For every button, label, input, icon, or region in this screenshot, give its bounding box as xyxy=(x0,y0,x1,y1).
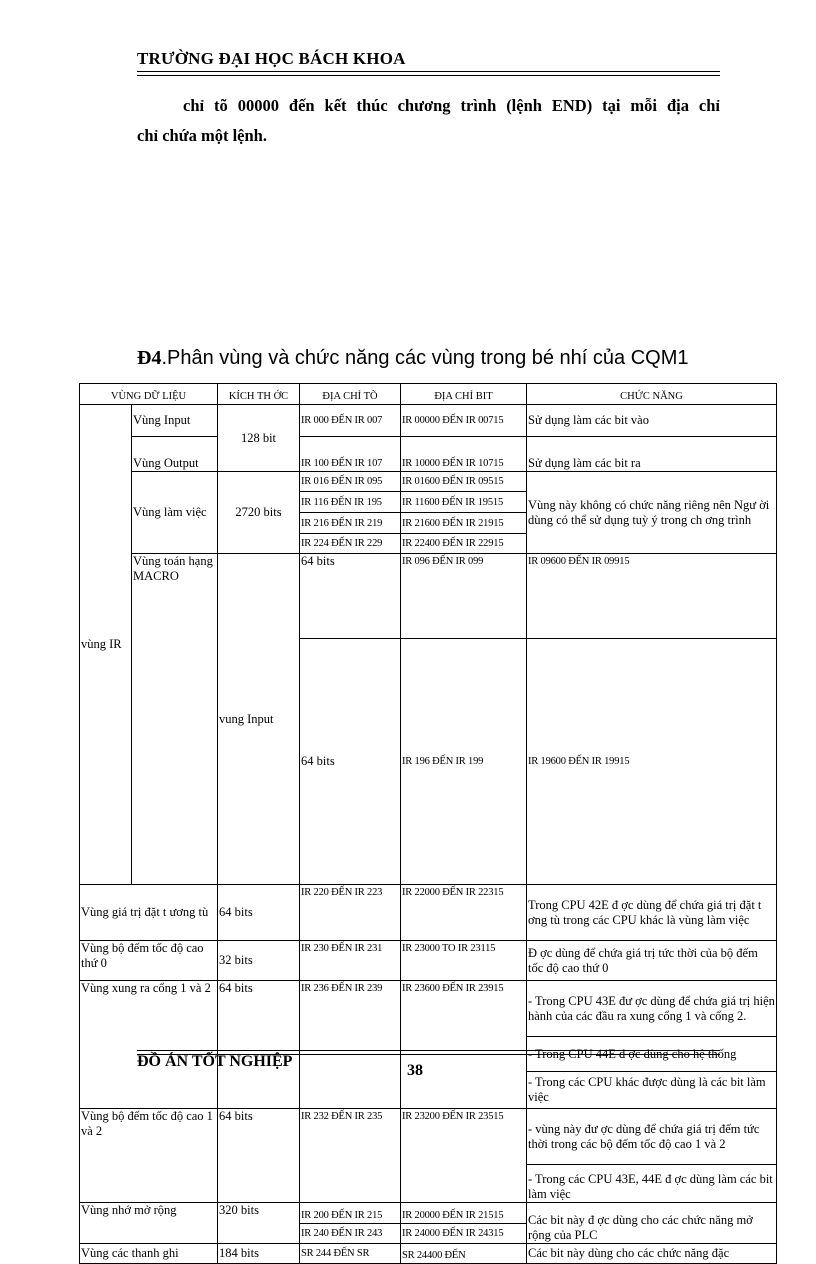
table-row xyxy=(80,941,777,981)
caption-text: .Phân vùng và chức năng các vùng trong bé nhí của CQM1 xyxy=(161,347,689,369)
pulse-function-1: - Trong CPU 43E đư ợc dùng để chứa giá trị hiện hành của các đầu ra xung cổng 1 và cổng 2. xyxy=(527,981,777,1037)
ext-bit-2: IR 24000 ĐẾN IR 24315 xyxy=(401,1224,527,1244)
table-row xyxy=(80,405,777,437)
pulse-function-2: - Trong CPU 44E đ ợc dùng cho hệ thống xyxy=(527,1037,777,1072)
sr-size: 184 bits xyxy=(218,1244,300,1264)
macro-word-1: IR 096 ĐẾN IR 099 xyxy=(401,554,527,639)
ir-input-word: IR 000 ĐẾN IR 007 xyxy=(300,405,401,437)
caption-label: Đ4 xyxy=(137,347,162,369)
analog-zone: Vùng giá trị đặt t ương tù xyxy=(80,885,218,941)
table-caption xyxy=(137,347,689,370)
body-paragraph xyxy=(137,91,720,151)
ext-bit-1: IR 20000 ĐẾN IR 21515 xyxy=(401,1203,527,1224)
macro-group-label: Vùng toán hạng MACRO xyxy=(132,554,218,885)
table-header-row xyxy=(80,384,777,405)
macro-size-2: 64 bits xyxy=(300,638,401,884)
table-row xyxy=(80,885,777,941)
hsc0-word: IR 230 ĐẾN IR 231 xyxy=(300,941,401,981)
hsc0-bit: IR 23000 TO IR 23115 xyxy=(401,941,527,981)
macro-bit-1: IR 09600 ĐẾN IR 09915 xyxy=(527,554,777,639)
ext-size: 320 bits xyxy=(218,1203,300,1244)
header-function: CHỨC NĂNG xyxy=(527,384,777,405)
ir-input-label: Vùng Input xyxy=(132,405,218,437)
hsc12-bit: IR 23200 ĐẾN IR 23515 xyxy=(401,1109,527,1203)
page-number: 38 xyxy=(407,1062,423,1079)
header-word-address: ĐỊA CHỈ TÕ xyxy=(300,384,401,405)
table-row xyxy=(80,1244,777,1264)
ir-work-word: IR 224 ĐẾN IR 229 xyxy=(300,534,401,554)
header-rule-top xyxy=(137,71,720,72)
pulse-zone: Vùng xung ra cổng 1 và 2 xyxy=(80,981,218,1109)
paragraph-line-1: chỉ tõ 00000 đến kết thúc chương trình (lệnh END) tại mỗi địa chỉ xyxy=(183,96,720,115)
paragraph-line-2: chỉ chứa một lệnh. xyxy=(137,126,267,145)
sr-word: SR 244 ĐẾN SR xyxy=(300,1244,401,1264)
ext-word-2: IR 240 ĐẾN IR 243 xyxy=(300,1224,401,1244)
ext-zone: Vùng nhớ mở rộng xyxy=(80,1203,218,1244)
hsc0-function: Đ ợc dùng để chứa giá trị tức thời của bộ đếm tốc độ cao thứ 0 xyxy=(527,941,777,981)
header-size: KÍCH TH ỚC xyxy=(218,384,300,405)
analog-word: IR 220 ĐẾN IR 223 xyxy=(300,885,401,941)
header-zone: VÙNG DỮ LIỆU xyxy=(80,384,218,405)
table-row xyxy=(80,1203,777,1224)
ir-output-bit: IR 10000 ĐẾN IR 10715 xyxy=(401,437,527,472)
ir-work-word: IR 116 ĐẾN IR 195 xyxy=(300,492,401,513)
macro-sub-label: vung Input xyxy=(218,554,300,885)
sr-bit: SR 24400 ĐẾN xyxy=(401,1244,527,1264)
analog-function: Trong CPU 42E đ ợc dùng để chứa giá trị đặt t ơng tù trong các CPU khác là vùng làm việc xyxy=(527,885,777,941)
analog-size: 64 bits xyxy=(218,885,300,941)
ir-work-bit: IR 01600 ĐẾN IR 09515 xyxy=(401,472,527,492)
ir-work-function: Vùng này không có chức năng riêng nên Ngư ời dùng có thể sử dụng tuỳ ý trong ch ơng trình xyxy=(527,472,777,554)
ir-io-size: 128 bit xyxy=(218,405,300,472)
ir-work-bit: IR 21600 ĐẾN IR 21915 xyxy=(401,513,527,534)
header-bit-address: ĐỊA CHỈ BIT xyxy=(401,384,527,405)
hsc12-size: 64 bits xyxy=(218,1109,300,1203)
ir-work-size: 2720 bits xyxy=(218,472,300,554)
sr-function: Các bit này dùng cho các chức năng đặc xyxy=(527,1244,777,1264)
footer-rule-top xyxy=(137,1050,720,1051)
footer-title: ĐỒ ÁN TỐT NGHIỆP xyxy=(137,1053,293,1070)
pulse-bit: IR 23600 ĐẾN IR 23915 xyxy=(401,981,527,1109)
ext-function: Các bit này đ ợc dùng cho các chức năng mở rộng của PLC xyxy=(527,1203,777,1244)
hsc0-size: 32 bits xyxy=(218,941,300,981)
hsc0-zone: Vùng bộ đếm tốc độ cao thứ 0 xyxy=(80,941,218,981)
table-row xyxy=(80,1109,777,1165)
ir-work-bit: IR 22400 ĐẾN IR 22915 xyxy=(401,534,527,554)
ir-work-label: Vùng làm việc xyxy=(132,472,218,554)
pulse-word: IR 236 ĐẾN IR 239 xyxy=(300,981,401,1109)
hsc12-word: IR 232 ĐẾN IR 235 xyxy=(300,1109,401,1203)
ir-output-label: Vùng Output xyxy=(132,437,218,472)
macro-bit-2: IR 19600 ĐẾN IR 19915 xyxy=(527,638,777,884)
macro-word-2: IR 196 ĐẾN IR 199 xyxy=(401,638,527,884)
table-row xyxy=(80,472,777,492)
analog-bit: IR 22000 ĐẾN IR 22315 xyxy=(401,885,527,941)
header-rule-bottom xyxy=(137,75,720,76)
ir-work-word: IR 016 ĐẾN IR 095 xyxy=(300,472,401,492)
ir-output-word: IR 100 ĐẾN IR 107 xyxy=(300,437,401,472)
table-row xyxy=(80,437,777,472)
macro-size-1: 64 bits xyxy=(300,554,401,639)
ir-work-word: IR 216 ĐẾN IR 219 xyxy=(300,513,401,534)
pulse-function-3: - Trong các CPU khác được dùng là các bit làm việc xyxy=(527,1072,777,1109)
ir-output-function: Sử dụng làm các bit ra xyxy=(527,437,777,472)
ir-input-bit: IR 00000 ĐẾN IR 00715 xyxy=(401,405,527,437)
hsc12-function-1: - vùng này đư ợc dùng để chứa giá trị đếm tức thời trong các bộ đếm tốc độ cao 1 và 2 xyxy=(527,1109,777,1165)
hsc12-function-2: - Trong các CPU 43E, 44E đ ợc dùng làm các bit làm việc xyxy=(527,1165,777,1203)
ext-word-1: IR 200 ĐẾN IR 215 xyxy=(300,1203,401,1224)
sr-zone: Vùng các thanh ghi xyxy=(80,1244,218,1264)
table-row xyxy=(80,981,777,1037)
table-row xyxy=(80,554,777,639)
hsc12-zone: Vùng bộ đếm tốc độ cao 1 và 2 xyxy=(80,1109,218,1203)
memory-map-table xyxy=(79,383,777,1264)
ir-input-function: Sử dụng làm các bit vào xyxy=(527,405,777,437)
pulse-size: 64 bits xyxy=(218,981,300,1109)
ir-group-label: vùng IR xyxy=(80,405,132,885)
ir-work-bit: IR 11600 ĐẾN IR 19515 xyxy=(401,492,527,513)
header-title: TRƯỜNG ĐẠI HỌC BÁCH KHOA xyxy=(137,49,406,68)
